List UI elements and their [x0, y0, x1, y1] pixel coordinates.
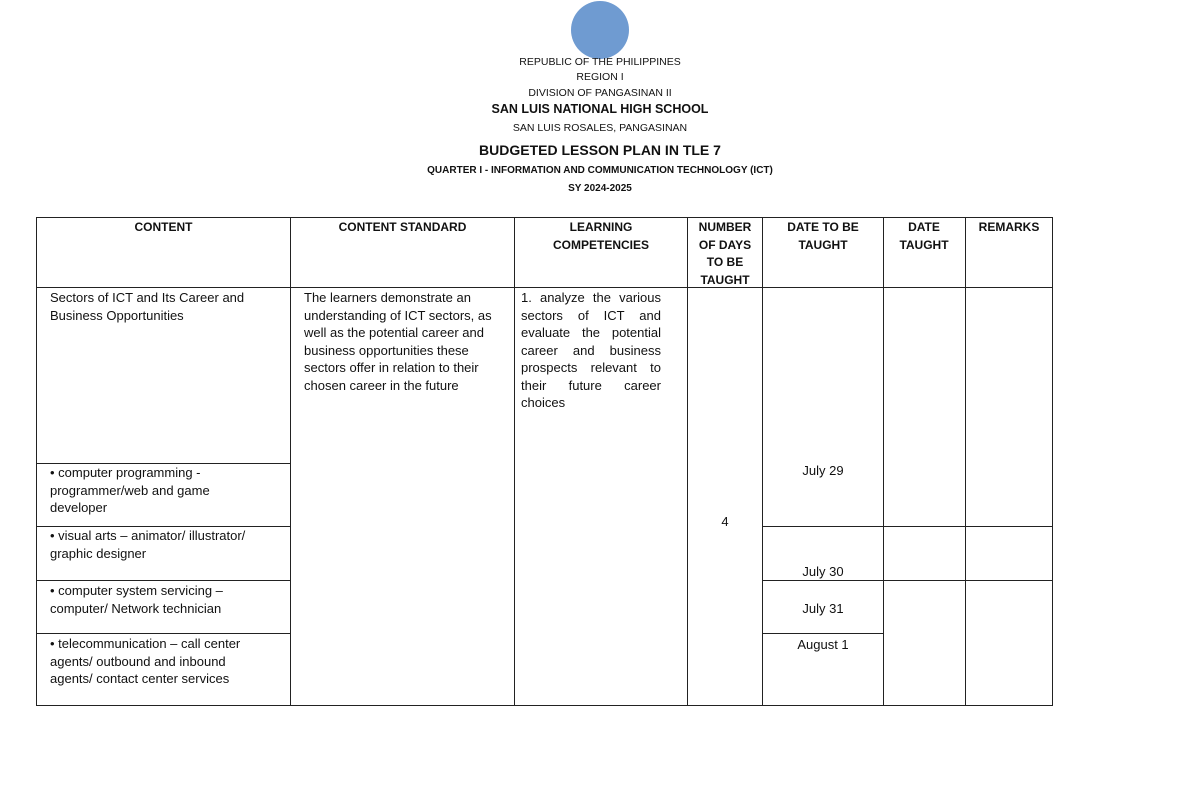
date-to-be-taught-value: August 1: [797, 637, 849, 652]
table-header-divider: [36, 287, 1053, 288]
content-subtopic: • telecommunication – call center agents/ outbound and inbound agents/ contact center services: [50, 636, 241, 686]
date-to-be-taught-value: July 29: [802, 463, 844, 478]
date-row-divider: [762, 526, 1053, 527]
table-border-right: [1052, 217, 1053, 706]
column-divider: [965, 217, 966, 706]
school-year: SY 2024-2025: [568, 183, 632, 194]
header-division: DIVISION OF PANGASINAN II: [528, 87, 672, 99]
quarter-subtitle: QUARTER I - INFORMATION AND COMMUNICATION TECHNOLOGY (ICT): [427, 165, 773, 176]
header-address: SAN LUIS ROSALES, PANGASINAN: [512, 122, 688, 134]
column-divider: [514, 217, 515, 706]
column-divider: [290, 217, 291, 706]
column-header-learning-competencies: LEARNING COMPETENCIES: [552, 220, 649, 252]
content-topic: Sectors of ICT and Its Career and Business Opportunities: [50, 290, 245, 323]
header-school-name: SAN LUIS NATIONAL HIGH SCHOOL: [491, 102, 709, 116]
column-header-date-to-be-taught: DATE TO BE TAUGHT: [787, 220, 859, 252]
column-header-remarks: REMARKS: [978, 220, 1040, 234]
table-border-top: [36, 217, 1053, 218]
column-header-content: CONTENT: [134, 220, 193, 234]
content-subtopic: • visual arts – animator/ illustrator/ graphic designer: [50, 528, 246, 561]
column-header-number-of-days: NUMBER OF DAYS TO BE TAUGHT: [698, 220, 752, 287]
table-border-bottom: [36, 705, 1053, 706]
number-of-days-value: 4: [721, 514, 729, 529]
column-header-date-taught: DATE TAUGHT: [899, 220, 949, 252]
date-to-be-taught-value: July 31: [802, 601, 844, 616]
content-row-divider: [36, 580, 291, 581]
date-to-be-taught-value: July 30: [802, 564, 844, 579]
table-border-left: [36, 217, 37, 706]
date-row-divider: [762, 633, 884, 634]
content-row-divider: [36, 633, 291, 634]
content-standard-text: The learners demonstrate an understanding of ICT sectors, as well as the potential career and business opportunities these sectors offer in relation to their chosen career in the future: [304, 290, 492, 393]
learning-competency-text: 1. analyze the various sectors of ICT and evaluate the potential career and business prospects relevant to their future career choices: [521, 290, 661, 410]
content-subtopic: • computer programming - programmer/web and game developer: [50, 465, 210, 515]
header-republic: REPUBLIC OF THE PHILIPPINES: [519, 56, 681, 68]
content-subtopic: • computer system servicing – computer/ Network technician: [50, 583, 223, 616]
column-header-content-standard: CONTENT STANDARD: [338, 220, 467, 234]
document-title: BUDGETED LESSON PLAN IN TLE 7: [479, 142, 721, 158]
header-region: REGION I: [576, 71, 624, 83]
column-divider: [687, 217, 688, 706]
column-divider: [883, 217, 884, 706]
